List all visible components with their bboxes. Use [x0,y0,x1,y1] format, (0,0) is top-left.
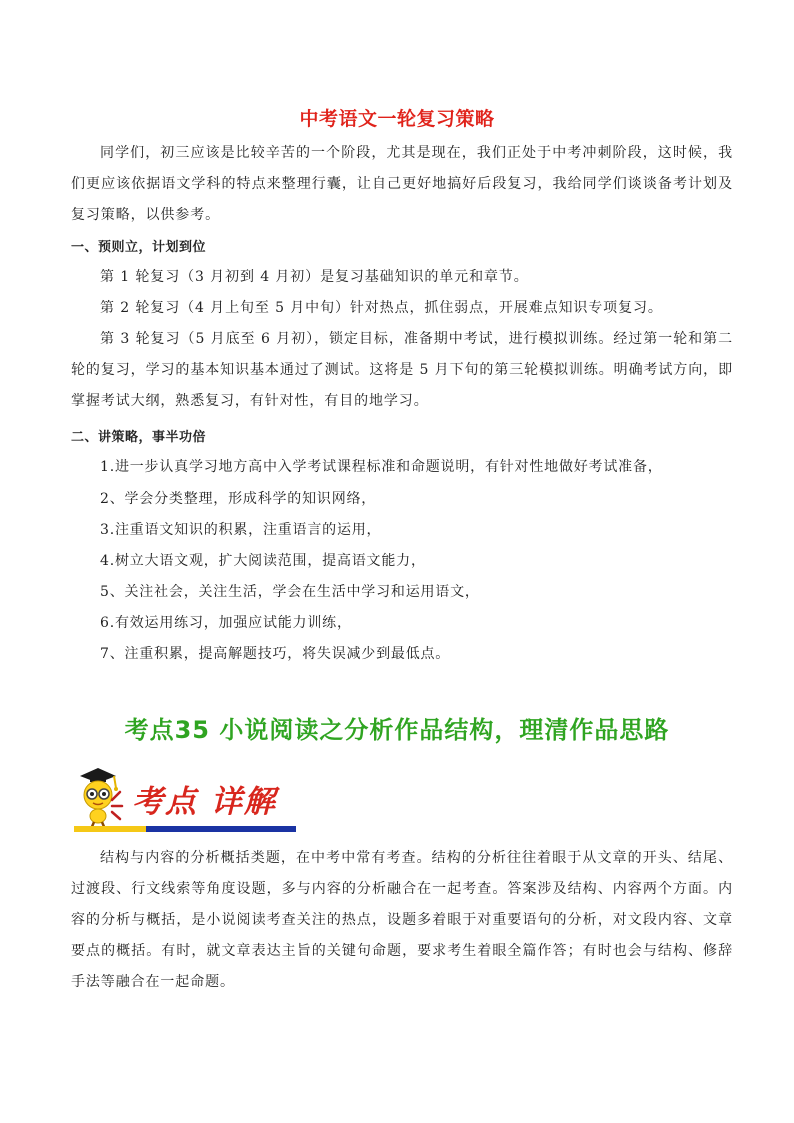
strategy-item: 6.有效运用练习，加强应试能力训练， [100,615,352,631]
banner-bar-yellow [74,826,146,832]
strategy-item: 4.树立大语文观，扩大阅读范围，提高语文能力， [100,553,426,569]
kaodian-body-paragraph: 结构与内容的分析概括类题，在中考中常有考查。结构的分析往往着眼于从文章的开头、结尾、过渡段、行文线索等角度设题，多与内容的分析融合在一起考查。答案涉及结构、内容两个方面。内容的分析与概括，是小说阅读考查关注的热点，设题多着眼于对重要语句的分析，对文段内容、文章要点的概括。有时，就文章表达主旨的关键句命题，要求考生着眼全篇作答；有时也会与结构、修辞手法等融合在一起命题。 [71,850,733,990]
strategy-item: 2、学会分类整理，形成科学的知识网络， [100,491,377,507]
banner-underline [74,826,296,832]
strategy-item: 1.进一步认真学习地方高中入学考试课程标准和命题说明，有针对性地做好考试准备， [100,459,663,475]
round-3-paragraph: 第 3 轮复习（5 月底至 6 月初），锁定目标，准备期中考试，进行模拟训练。经过第一轮和第二轮的复习，学习的基本知识基本通过了测试。这将是 5 月下旬的第三轮模拟训练。明确考试方向，即掌握考试大纲，熟悉复习，有针对性，有目的地学习。 [71,331,733,409]
round-2-paragraph: 第 2 轮复习（4 月上旬至 5 月中旬）针对热点，抓住弱点，开展难点知识专项复习。 [100,300,663,316]
graduate-mascot-icon [74,766,134,832]
banner-label: 考点 详解 [132,784,277,820]
round-1-paragraph: 第 1 轮复习（3 月初到 4 月初）是复习基础知识的单元和章节。 [100,269,529,285]
strategy-item: 7、注重积累，提高解题技巧，将失误减少到最低点。 [100,646,451,662]
section-heading-2: 二、讲策略，事半功倍 [71,430,207,445]
kaodian-banner [74,766,296,836]
banner-bar-blue [146,826,296,832]
strategy-item: 5、关注社会，关注生活，学会在生活中学习和运用语文， [100,584,480,600]
kaodian-title: 考点35 小说阅读之分析作品结构，理清作品思路 [124,716,670,744]
strategy-item: 3.注重语文知识的积累，注重语言的运用， [100,522,382,538]
intro-paragraph: 同学们，初三应该是比较辛苦的一个阶段，尤其是现在，我们正处于中考冲刺阶段，这时候，我们更应该依据语文学科的特点来整理行囊，让自己更好地搞好后段复习，我给同学们谈谈备考计划及复习策略，以供参考。 [71,145,733,223]
page-title: 中考语文一轮复习策略 [299,108,495,130]
section-heading-1: 一、预则立，计划到位 [71,240,207,255]
